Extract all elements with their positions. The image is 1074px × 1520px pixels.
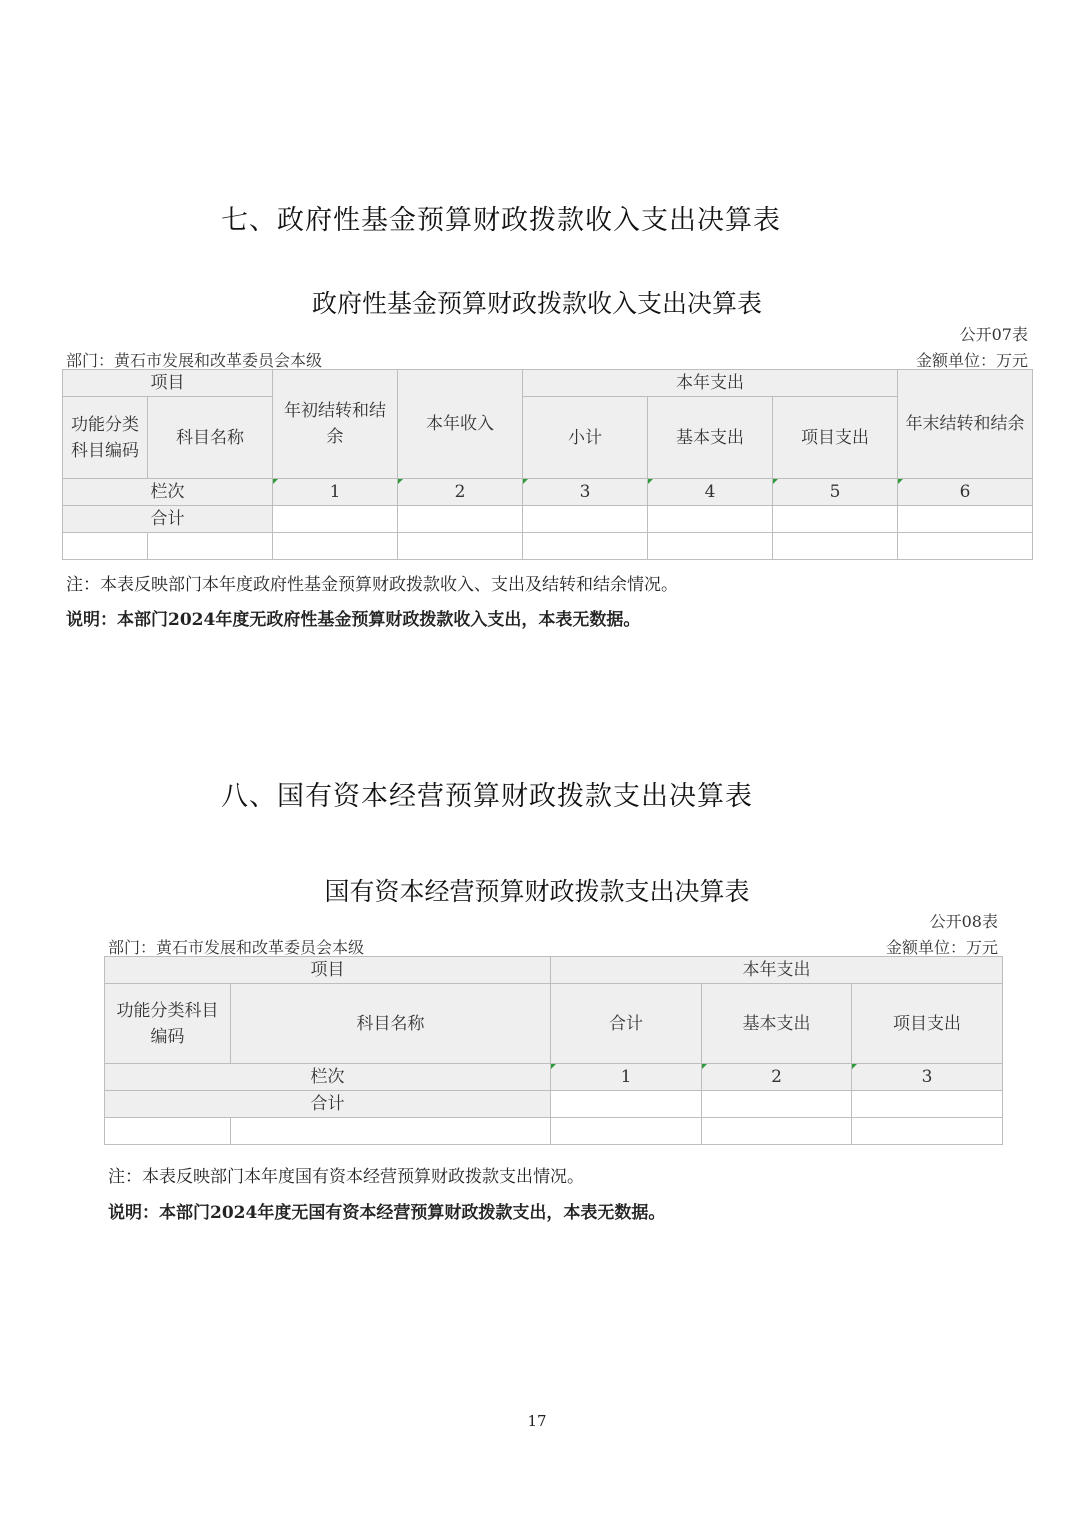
table-cell [398,533,523,560]
table-cell [63,533,148,560]
table-cell [773,506,898,533]
table-cell [105,1118,231,1145]
table-explanation-8: 说明：本部门2024年度无国有资本经营预算财政拨款支出，本表无数据。 [108,1203,666,1223]
table-note-7: 注：本表反映部门本年度政府性基金预算财政拨款收入、支出及结转和结余情况。 [66,575,678,595]
table-cell [273,533,398,560]
state-capital-table [104,956,1003,1145]
column-index: 1 [551,1064,702,1091]
header-project-expense: 项目支出 [852,984,1003,1064]
unit-label-7: 金额单位：万元 [915,351,1028,370]
table-title-8: 国有资本经营预算财政拨款支出决算表 [324,877,750,906]
header-total: 合计 [551,984,702,1064]
header-item: 项目 [63,370,273,397]
table-cell [898,533,1033,560]
column-index: 6 [898,479,1033,506]
table-cell [648,533,773,560]
header-basic-expense: 基本支出 [702,984,852,1064]
table-title-7: 政府性基金预算财政拨款收入支出决算表 [311,289,762,318]
fund-budget-table [62,369,1033,560]
column-index: 3 [852,1064,1003,1091]
row-total-label: 合计 [63,506,273,533]
table-cell [702,1091,852,1118]
table-cell [551,1091,702,1118]
table-cell [148,533,273,560]
table-note-8: 注：本表反映部门本年度国有资本经营预算财政拨款支出情况。 [108,1167,584,1187]
table-cell [523,533,648,560]
header-function-code: 功能分类科目编码 [63,397,148,479]
column-index: 4 [648,479,773,506]
header-project-expense: 项目支出 [773,397,898,479]
table-explanation-7: 说明：本部门2024年度无政府性基金预算财政拨款收入支出，本表无数据。 [66,610,641,630]
header-year-expense: 本年支出 [551,957,1003,984]
header-year-income: 本年收入 [398,370,523,479]
department-label-8: 部门：黄石市发展和改革委员会本级 [108,938,365,957]
column-index: 5 [773,479,898,506]
table-cell [523,506,648,533]
header-item: 项目 [105,957,551,984]
table-cell [852,1118,1003,1145]
header-basic-expense: 基本支出 [648,397,773,479]
page-number: 17 [527,1412,547,1430]
column-index: 2 [398,479,523,506]
table-cell [551,1118,702,1145]
table-cell [398,506,523,533]
table-cell [648,506,773,533]
section-heading-8: 八、国有资本经营预算财政拨款支出决算表 [221,781,753,812]
form-number-8: 公开08表 [929,912,998,931]
header-function-code: 功能分类科目编码 [105,984,231,1064]
unit-label-8: 金额单位：万元 [885,938,998,957]
header-year-expense: 本年支出 [523,370,898,397]
column-index: 1 [273,479,398,506]
table-cell [898,506,1033,533]
table-cell [702,1118,852,1145]
row-column-index-label: 栏次 [105,1064,551,1091]
table-cell [231,1118,551,1145]
row-total-label: 合计 [105,1091,551,1118]
row-column-index-label: 栏次 [63,479,273,506]
header-subject-name: 科目名称 [231,984,551,1064]
header-begin-balance: 年初结转和结余 [273,370,398,479]
header-subtotal: 小计 [523,397,648,479]
table-cell [852,1091,1003,1118]
header-end-balance: 年末结转和结余 [898,370,1033,479]
section-heading-7: 七、政府性基金预算财政拨款收入支出决算表 [221,205,781,236]
column-index: 2 [702,1064,852,1091]
table-cell [773,533,898,560]
header-subject-name: 科目名称 [148,397,273,479]
table-cell [273,506,398,533]
form-number-7: 公开07表 [959,325,1028,344]
department-label-7: 部门：黄石市发展和改革委员会本级 [66,351,323,370]
column-index: 3 [523,479,648,506]
